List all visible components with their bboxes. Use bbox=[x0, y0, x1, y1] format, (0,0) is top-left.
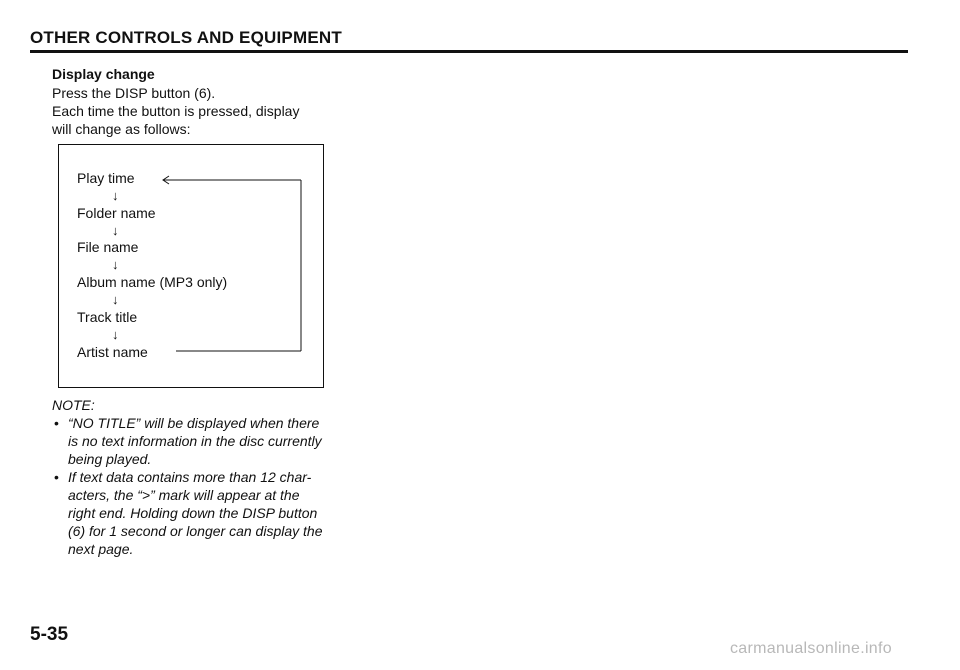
note-label: NOTE: bbox=[52, 397, 95, 413]
page-number: 5-35 bbox=[30, 624, 69, 645]
note-bullet bbox=[52, 414, 332, 468]
cycle-item-play-time: Play time bbox=[77, 170, 135, 186]
down-arrow-icon: ↓ bbox=[112, 257, 119, 272]
bullet-icon: • bbox=[54, 415, 59, 431]
bullet-icon: • bbox=[54, 469, 59, 485]
note-line: being played. bbox=[68, 451, 152, 467]
cycle-item-artist-name: Artist name bbox=[77, 344, 148, 360]
section-title: Display change bbox=[52, 66, 155, 82]
cycle-item-file-name: File name bbox=[77, 239, 139, 255]
note-line: “NO TITLE” will be displayed when there bbox=[68, 415, 320, 431]
down-arrow-icon: ↓ bbox=[112, 327, 119, 342]
down-arrow-icon: ↓ bbox=[112, 188, 119, 203]
note-line: If text data contains more than 12 char- bbox=[68, 469, 312, 485]
return-loop-arrow-icon bbox=[59, 145, 325, 389]
display-cycle-diagram bbox=[58, 144, 324, 388]
note-line: next page. bbox=[68, 541, 134, 557]
note-line: is no text information in the disc currently bbox=[68, 433, 322, 449]
note-line: (6) for 1 second or longer can display the bbox=[68, 523, 323, 539]
intro-line: Press the DISP button (6). bbox=[52, 85, 216, 101]
down-arrow-icon: ↓ bbox=[112, 292, 119, 307]
note-section bbox=[52, 396, 332, 558]
cycle-item-track-title: Track title bbox=[77, 309, 138, 325]
note-line: acters, the “>” mark will appear at the bbox=[68, 487, 300, 503]
note-bullet bbox=[52, 468, 332, 558]
note-line: right end. Holding down the DISP button bbox=[68, 505, 318, 521]
cycle-item-folder-name: Folder name bbox=[77, 205, 156, 221]
intro-paragraph bbox=[52, 84, 332, 138]
cycle-item-album-name: Album name (MP3 only) bbox=[77, 274, 228, 290]
intro-line: will change as follows: bbox=[52, 121, 191, 137]
watermark-text: carmanualsonline.info bbox=[730, 640, 892, 657]
down-arrow-icon: ↓ bbox=[112, 223, 119, 238]
header-divider bbox=[30, 50, 908, 53]
intro-line: Each time the button is pressed, display bbox=[52, 103, 300, 119]
page-header-title: OTHER CONTROLS AND EQUIPMENT bbox=[30, 28, 342, 47]
